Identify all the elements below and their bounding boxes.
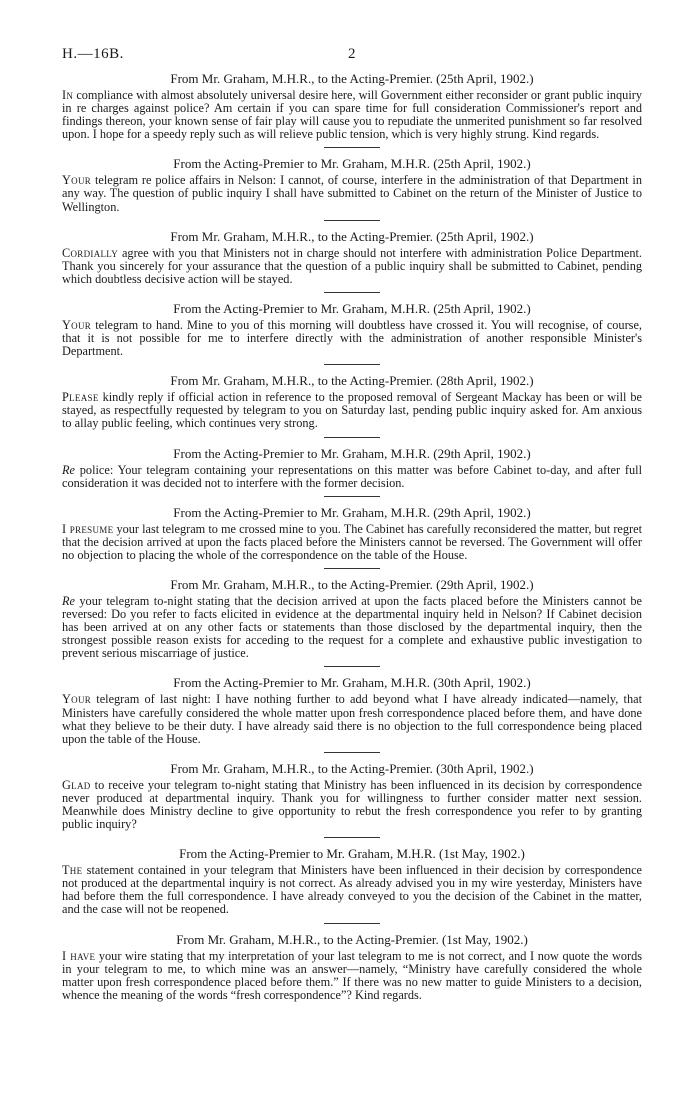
- telegram-entry: [62, 445, 642, 490]
- separator-rule: [324, 147, 380, 148]
- telegram-lead-word: The: [62, 863, 83, 878]
- telegram-entry: [62, 576, 642, 660]
- telegram-text: [62, 247, 642, 286]
- telegram-body: your last telegram to me crossed mine to you. The Cabinet has carefully reconsidered the matter, but regret that the decision arrived at upon the facts placed before the Ministers cannot be reversed. The Government will offer no objection to placing the whole of the correspondence on the table of the House.: [62, 521, 642, 562]
- telegram-entry: [62, 300, 642, 358]
- telegram-heading: From the Acting-Premier to Mr. Graham, M.H.R. (29th April, 1902.): [173, 504, 531, 520]
- telegram-lead-word: Glad: [62, 777, 91, 792]
- telegram-text: [62, 319, 642, 358]
- telegram-text: [62, 523, 642, 562]
- telegram-entry: [62, 372, 642, 430]
- telegram-text: [62, 174, 642, 213]
- telegram-body: compliance with almost absolutely universal desire here, will Government either reconsider or grant public inquiry in re charges against police? Am certain if you can spare time for full consideration Commissioner's report and findings thereon, your known sense of fair play will cause you to repudiate the unmerited punishment so far resolved upon. I hope for a speedy reply such as will relieve public tension, which is very highly strung. Kind regards.: [62, 88, 642, 142]
- telegram-entry: [62, 228, 642, 286]
- telegram-text: [62, 779, 642, 831]
- telegram-lead-word: I presume: [62, 521, 114, 536]
- separator-rule: [324, 666, 380, 667]
- page-number: 2: [348, 46, 356, 62]
- telegram-heading: From the Acting-Premier to Mr. Graham, M.H.R. (25th April, 1902.): [173, 156, 531, 172]
- document-reference: H.—16B.: [62, 46, 124, 62]
- telegram-entry: [62, 674, 642, 745]
- telegram-heading: From the Acting-Premier to Mr. Graham, M.H.R. (25th April, 1902.): [173, 300, 531, 316]
- telegram-lead-word: Please: [62, 390, 99, 405]
- telegram-lead-word: Cordially: [62, 245, 118, 260]
- telegram-body: telegram re police affairs in Nelson: I cannot, of course, interfere in the administration of that Department in any way. The question of public inquiry I shall have submitted to Cabinet on the return of the Minister of Justice to Wellington.: [62, 173, 642, 214]
- telegram-heading: From the Acting-Premier to Mr. Graham, M.H.R. (1st May, 1902.): [179, 846, 525, 862]
- telegram-heading: From Mr. Graham, M.H.R., to the Acting-Premier. (29th April, 1902.): [170, 576, 534, 592]
- page-header: [62, 46, 642, 66]
- telegram-entry: [62, 70, 642, 141]
- telegram-heading: From Mr. Graham, M.H.R., to the Acting-Premier. (25th April, 1902.): [170, 71, 534, 86]
- telegram-entry: [62, 845, 642, 916]
- telegram-entry: [62, 155, 642, 213]
- telegram-lead-word: I have: [62, 948, 96, 963]
- telegram-body: your telegram to-night stating that the decision arrived at upon the facts placed before the Ministers cannot be reversed: Do you refer to facts elicited in evidence at the departmental inquiry held in Nelson? If Cabinet decision has been arrived at on any other facts or statements than those disclosed by the departmental inquiry, then the strongest possible reason exists for acceding to the request for a complete and exhaustive public investigation to prevent serious miscarriage of justice.: [62, 593, 642, 661]
- separator-rule: [324, 364, 380, 365]
- telegram-lead-word: Your: [62, 692, 92, 707]
- telegram-heading: From the Acting-Premier to Mr. Graham, M.H.R. (29th April, 1902.): [173, 445, 531, 461]
- telegram-correspondence: [62, 70, 642, 1002]
- telegram-heading: From Mr. Graham, M.H.R., to the Acting-Premier. (28th April, 1902.): [170, 373, 534, 389]
- telegram-body: telegram of last night: I have nothing further to add beyond what I have already indicated—namely, that Ministers have carefully considered the whole matter upon fresh correspondence placed before them, and have done what they believe to be their duty. I have already said there is no objection to the full correspondence being placed upon the table of the House.: [62, 692, 642, 746]
- separator-rule: [324, 437, 380, 438]
- separator-rule: [324, 568, 380, 569]
- telegram-text: [62, 595, 642, 660]
- separator-rule: [324, 837, 380, 838]
- telegram-heading: From Mr. Graham, M.H.R., to the Acting-Premier. (25th April, 1902.): [170, 228, 534, 244]
- telegram-body: kindly reply if official action in reference to the proposed removal of Sergeant Mackay has been or will be stayed, as respectfully requested by telegram to you on Saturday last, pending public inquiry asked for. Am anxious to allay public feeling, which continues very strong.: [62, 390, 642, 431]
- separator-rule: [324, 292, 380, 293]
- telegram-lead-word: Your: [62, 173, 92, 188]
- telegram-text: [62, 950, 642, 1002]
- separator-rule: [324, 496, 380, 497]
- telegram-body: statement contained in your telegram that Ministers have been influenced in their decision by correspondence not produced at the departmental inquiry is not correct. As already advised you in my wire yesterday, Ministers have had before them the full correspondence. I have already conveyed to you the decision of the Cabinet in the matter, and the case will not be reopened.: [62, 863, 642, 917]
- telegram-text: [62, 89, 642, 141]
- telegram-heading: From Mr. Graham, M.H.R., to the Acting-Premier. (30th April, 1902.): [170, 760, 534, 776]
- telegram-body: to receive your telegram to-night stating that Ministry has been influenced in its decision by correspondence never produced at departmental inquiry. Thank you for willingness to further consider matter next session. Meanwhile does Ministry decline to give opportunity to rebut the fresh correspondence you refer to by granting public inquiry?: [62, 777, 642, 832]
- telegram-text: [62, 391, 642, 430]
- telegram-lead-word: Your: [62, 317, 92, 332]
- telegram-body: your wire stating that my interpretation of your last telegram to me is not correct, and I now quote the words in your telegram to me, to which mine was an answer—namely, “Ministry have carefully considered the whole matter upon fresh correspondence placed before them.” If there was no new matter to guide Ministers to a decision, whence the meaning of the words “fresh correspondence”? Kind regards.: [62, 948, 642, 1002]
- telegram-body: police: Your telegram containing your representations on this matter was before Cabinet to-day, and after full consideration it was decided not to interfere with the former decision.: [62, 462, 642, 490]
- telegram-heading: From the Acting-Premier to Mr. Graham, M.H.R. (30th April, 1902.): [173, 675, 531, 691]
- telegram-body: telegram to hand. Mine to you of this morning will doubtless have crossed it. You will recognise, of course, that it is not possible for me to interfere directly with the administration of another responsible Minister's Department.: [62, 317, 642, 359]
- telegram-lead-word: Re: [62, 593, 75, 608]
- telegram-text: [62, 464, 642, 490]
- telegram-lead-word: Re: [62, 462, 75, 477]
- telegram-lead-word: In: [62, 88, 74, 102]
- telegram-body: agree with you that Ministers not in charge should not interfere with administration Police Department. Thank you sincerely for your assurance that the question of a public inquiry shall be submitted to Cabinet, pending which doubtless decisive action will be stayed.: [62, 245, 642, 286]
- telegram-heading: From Mr. Graham, M.H.R., to the Acting-Premier. (1st May, 1902.): [176, 931, 528, 947]
- telegram-entry: [62, 504, 642, 562]
- telegram-text: [62, 864, 642, 916]
- telegram-text: [62, 693, 642, 745]
- separator-rule: [324, 220, 380, 221]
- telegram-entry: [62, 931, 642, 1002]
- telegram-entry: [62, 760, 642, 831]
- separator-rule: [324, 923, 380, 924]
- separator-rule: [324, 752, 380, 753]
